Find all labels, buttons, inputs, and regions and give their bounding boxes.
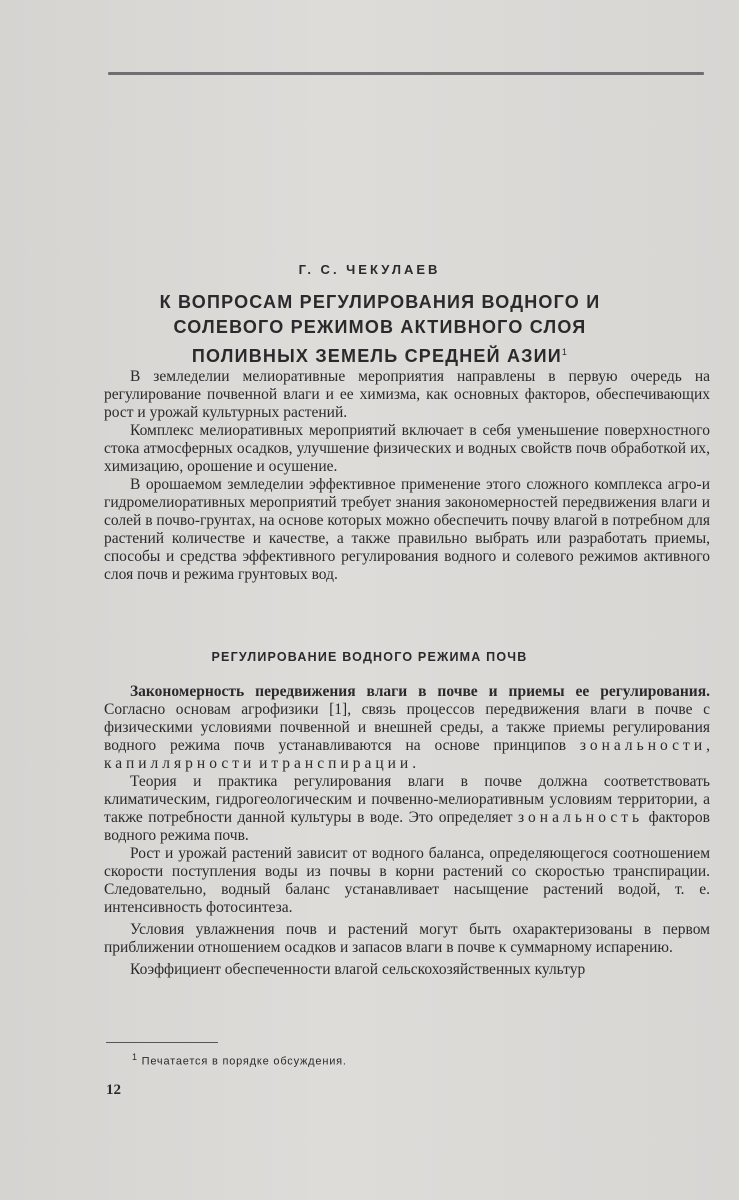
intro-paragraph: Комплекс мелиоративных мероприятий включает в себя уменьшение поверхностного стока атмосферных осадков, улучшение физических и водных свойств почв обработкой их, химизацию, орошение и осушение. — [104, 422, 710, 475]
article-title — [120, 290, 640, 369]
separator: , — [706, 737, 710, 754]
paragraph-end: факторов водного режима почв. — [104, 809, 711, 844]
footnote-text: Печатается в порядке обсуждения. — [141, 1055, 347, 1068]
section-paragraph: Рост и урожай растений зависит от водного баланса, определяющегося соотношением скорости поступления воды из почвы в корни растений со скоростью транспирации. Следовательно, водный баланс устанавливает насыщение растений водой, т. е. интенсивность фотосинтеза. — [104, 845, 710, 916]
top-rule — [108, 72, 704, 75]
title-text: К ВОПРОСАМ РЕГУЛИРОВАНИЯ ВОДНОГО И СОЛЕВОГО РЕЖИМОВ АКТИВНОГО СЛОЯ ПОЛИВНЫХ ЗЕМЕЛЬ СРЕДНЕЙ АЗИИ — [159, 292, 601, 366]
paragraph-text: Теория и практика регулирования влаги в почве должна соответствовать климатическим, гидрогеологическим и почвенно-мелиоративным условиям территории, а также потребности данной культуры в воде. Это определяет — [104, 773, 710, 826]
section-paragraph — [104, 683, 710, 773]
title-footnote-mark: 1 — [561, 347, 569, 357]
term-zonality: зональность — [518, 809, 644, 826]
section-heading: РЕГУЛИРОВАНИЕ ВОДНОГО РЕЖИМА ПОЧВ — [211, 650, 528, 664]
intro-paragraph: В земледелии мелиоративные мероприятия направлены в первую очередь на регулирование почвенной влаги и ее химизма, как основных факторов, обеспечивающих рост и урожай культурных растений. — [104, 368, 710, 421]
term-transpiration: транспирации — [271, 755, 413, 772]
section-paragraph — [104, 773, 710, 845]
section-body — [104, 683, 710, 979]
page-number: 12 — [106, 1082, 121, 1098]
section-paragraph: Условия увлажнения почв и растений могут быть охарактеризованы в первом приближении отношением осадков и запасов влаги в почве к суммарному испарению. — [104, 921, 710, 956]
term-zonality: зональности — [579, 737, 707, 754]
footnote — [132, 1052, 347, 1068]
conjunction: и — [255, 755, 272, 772]
paragraph-lead: Закономерность передвижения влаги в почве и приемы ее регулирования. — [130, 683, 710, 700]
footnote-rule — [106, 1042, 218, 1043]
author: Г. С. ЧЕКУЛАЕВ — [298, 262, 441, 277]
paragraph-end: . — [412, 755, 417, 772]
footnote-mark: 1 — [132, 1052, 138, 1062]
intro-paragraph: В орошаемом земледелии эффективное применение этого сложного комплекса агро-и гидромелиоративных мероприятий требует знания закономерностей передвижения влаги и солей в почво-грунтах, на основе которых можно обеспечить почву влагой в потребном для растений количестве и качестве, а также правильно выбрать или разработать приемы, способы и средства эффективного регулирования водного и солевого режимов активного слоя почв и режима грунтовых вод. — [104, 476, 710, 583]
term-capillarity: капиллярности — [104, 755, 256, 772]
paragraph-text: Согласно основам агрофизики [1], связь процессов передвижения влаги в почве с физическими условиями почвенной и внешней среды, а также приемы регулирования водного режима почв устанавливаются на основе принципов — [104, 701, 710, 754]
section-paragraph: Коэффициент обеспеченности влагой сельскохозяйственных культур — [130, 961, 586, 978]
intro-block — [104, 368, 710, 584]
